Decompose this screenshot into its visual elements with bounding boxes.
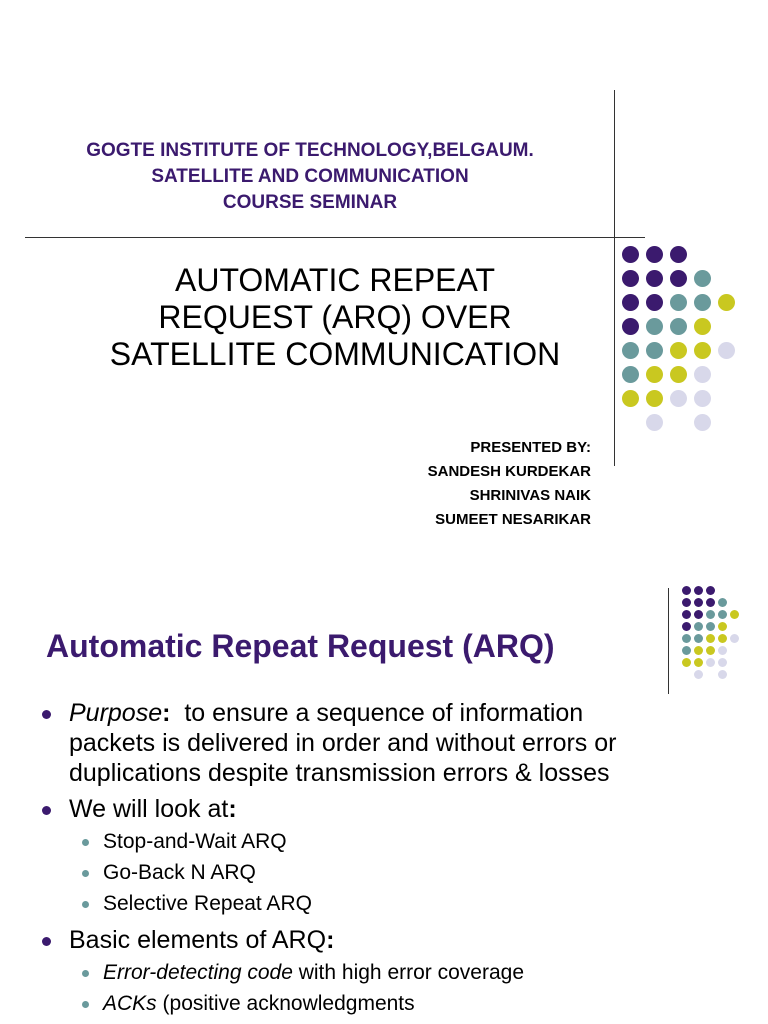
dot — [682, 610, 691, 619]
item-text: with high error coverage — [292, 961, 525, 984]
dot — [670, 246, 687, 263]
title-line: REQUEST (ARQ) OVER — [158, 299, 512, 335]
dot — [670, 390, 687, 407]
sub-list — [40, 826, 760, 919]
institute-line: GOGTE INSTITUTE OF TECHNOLOGY,BELGAUM. — [86, 140, 534, 161]
list-item — [40, 988, 760, 1019]
dot — [694, 342, 711, 359]
dot — [706, 658, 715, 667]
dot — [706, 646, 715, 655]
dot — [682, 598, 691, 607]
list-item: Stop-and-Wait ARQ — [40, 826, 760, 857]
colon: : — [326, 926, 335, 954]
dot — [622, 318, 639, 335]
content-slide — [0, 560, 768, 1024]
dot — [718, 658, 727, 667]
sub-list — [40, 957, 760, 1019]
bullet-purpose — [40, 698, 760, 788]
dot — [670, 366, 687, 383]
dot — [622, 294, 639, 311]
dot — [730, 634, 739, 643]
dot — [718, 646, 727, 655]
dot — [622, 270, 639, 287]
dot — [718, 670, 727, 679]
presenters-block — [428, 436, 591, 532]
item-emphasis: ACKs — [103, 992, 157, 1015]
dot — [622, 390, 639, 407]
dot — [718, 610, 727, 619]
dot — [646, 342, 663, 359]
dot — [622, 342, 639, 359]
divider-vertical — [614, 90, 615, 466]
bullet-look-at — [40, 794, 760, 824]
dot — [646, 366, 663, 383]
dot-pattern-decoration — [622, 246, 762, 446]
bullet-basic-elements — [40, 925, 760, 955]
purpose-text: to ensure a sequence of information — [170, 699, 584, 727]
dot — [694, 598, 703, 607]
dot — [706, 598, 715, 607]
dot — [694, 366, 711, 383]
dot — [646, 414, 663, 431]
presenter-name: SUMEET NESARIKAR — [435, 511, 591, 528]
title-line: AUTOMATIC REPEAT — [174, 262, 496, 298]
dot — [622, 366, 639, 383]
dot — [694, 294, 711, 311]
dot — [694, 622, 703, 631]
dot — [622, 246, 639, 263]
dot — [646, 390, 663, 407]
presenter-name: SANDESH KURDEKAR — [427, 463, 591, 480]
dot — [682, 658, 691, 667]
presented-by-label: PRESENTED BY: — [470, 439, 591, 456]
institute-heading — [30, 138, 590, 216]
dot — [646, 270, 663, 287]
list-item: Selective Repeat ARQ — [40, 888, 760, 919]
slide-title: Automatic Repeat Request (ARQ) — [46, 628, 555, 664]
look-at-label: We will look at — [69, 795, 229, 823]
presenter-name: SHRINIVAS NAIK — [469, 487, 591, 504]
list-item — [40, 957, 760, 988]
divider-vertical — [668, 588, 669, 694]
title-line: SATELLITE COMMUNICATION — [109, 336, 561, 372]
dot — [694, 586, 703, 595]
purpose-text: duplications despite transmission errors & losses — [69, 759, 610, 787]
dot — [682, 634, 691, 643]
dot — [694, 414, 711, 431]
dot — [730, 610, 739, 619]
dot — [670, 318, 687, 335]
item-emphasis: Error-detecting code — [103, 961, 293, 984]
dot — [694, 270, 711, 287]
dot — [694, 634, 703, 643]
dot — [706, 634, 715, 643]
dot — [694, 646, 703, 655]
purpose-label: Purpose — [69, 699, 163, 727]
item-text: (positive acknowledgments — [156, 992, 415, 1015]
colon: : — [162, 699, 171, 727]
dot — [706, 610, 715, 619]
dot — [670, 270, 687, 287]
dot — [694, 390, 711, 407]
dot — [718, 634, 727, 643]
dot — [682, 586, 691, 595]
purpose-text: packets is delivered in order and without errors or — [69, 729, 617, 757]
course-line: SATELLITE AND COMMUNICATION — [151, 166, 469, 187]
dot — [646, 294, 663, 311]
dot — [682, 622, 691, 631]
seminar-line: COURSE SEMINAR — [222, 192, 398, 213]
presentation-title — [60, 262, 610, 373]
dot — [706, 586, 715, 595]
list-item: Go-Back N ARQ — [40, 857, 760, 888]
dot-pattern-decoration — [682, 586, 768, 682]
dot — [694, 658, 703, 667]
dot — [682, 646, 691, 655]
colon: : — [228, 795, 237, 823]
dot — [718, 342, 735, 359]
dot — [706, 622, 715, 631]
dot — [694, 670, 703, 679]
basic-elements-label: Basic elements of ARQ — [69, 926, 327, 954]
dot — [718, 294, 735, 311]
dot — [718, 598, 727, 607]
dot — [670, 294, 687, 311]
dot — [646, 318, 663, 335]
dot — [670, 342, 687, 359]
dot — [718, 622, 727, 631]
divider-horizontal — [25, 237, 645, 238]
dot — [694, 318, 711, 335]
dot — [646, 246, 663, 263]
dot — [694, 610, 703, 619]
bullet-list — [40, 698, 760, 1024]
